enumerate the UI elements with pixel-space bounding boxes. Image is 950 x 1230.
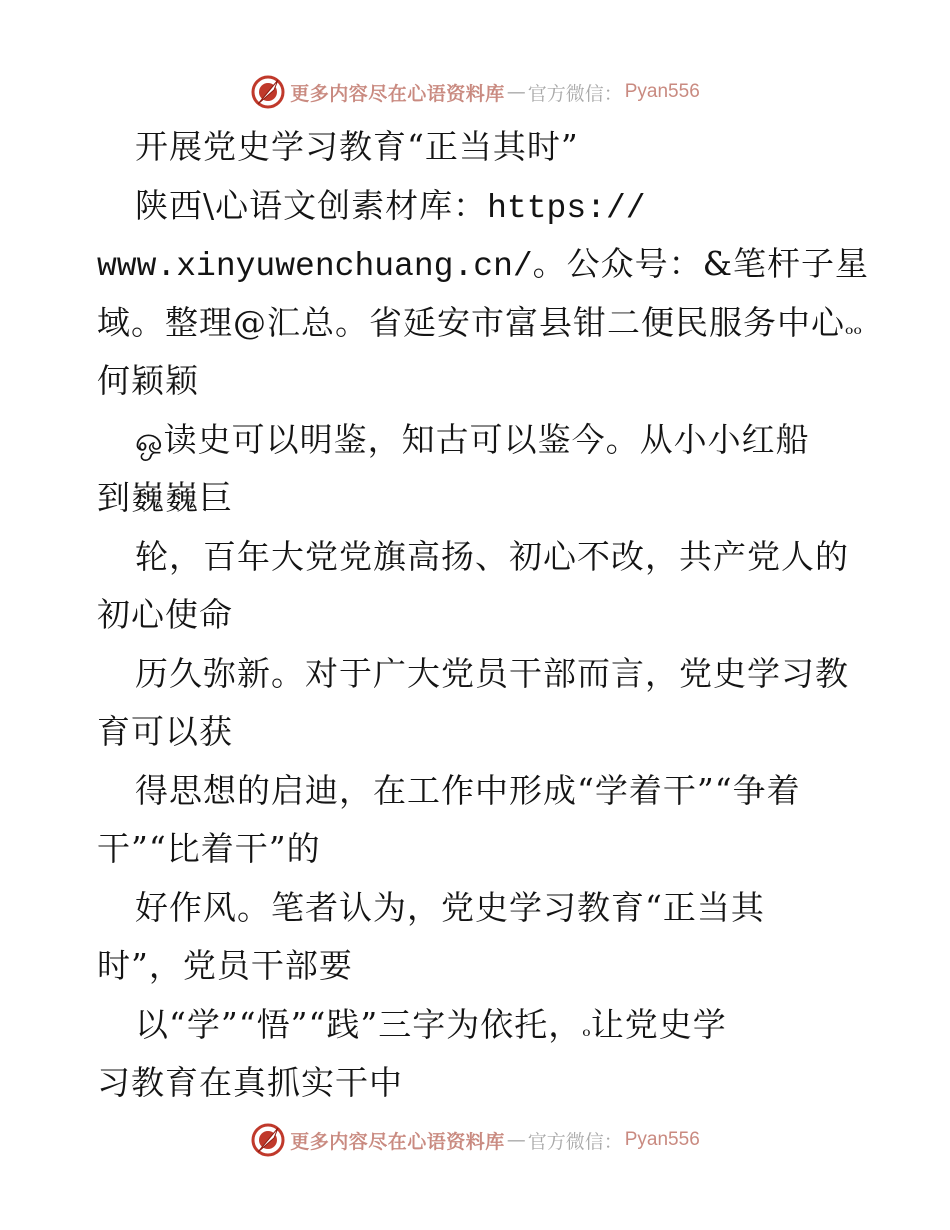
paragraph-6-line-1 — [135, 1005, 727, 1050]
author-name: 何颖颖 — [97, 361, 199, 400]
paragraph-4-line-1: 得思想的启迪，在工作中形成“学着干”“争着 — [135, 771, 801, 810]
banner-wechat-id: Pyan556 — [624, 81, 700, 102]
stray-mark-oo: ₒₒ — [845, 315, 862, 340]
banner-official-label: 官方微信： — [527, 82, 623, 105]
paragraph-4-line-2: 干”“比着干”的 — [97, 829, 321, 868]
document-title: 开展党史学习教育“正当其时” — [135, 127, 579, 166]
source-url-part-2: www.xinyuwenchuang.cn/ — [97, 248, 533, 285]
paragraph-1-text: 读史可以明鉴，知古可以鉴今。从小小红船 — [163, 420, 810, 459]
source-line-2 — [97, 244, 869, 287]
banner-main-text: 更多内容尽在心语资料库 — [290, 1130, 505, 1153]
stray-mark-o: ₒ — [582, 1017, 591, 1042]
banner-official-label: 官方微信： — [527, 1130, 623, 1153]
banner-separator: — — [506, 81, 526, 103]
paragraph-2-line-2: 初心使命 — [97, 595, 233, 634]
paragraph-2-line-1: 轮，百年大党党旗高扬、初心不改，共产党人的 — [135, 537, 849, 576]
source-url-part-1: https:// — [487, 190, 646, 227]
header-watermark-banner — [0, 72, 950, 112]
paragraph-3-line-1: 历久弥新。对于广大党员干部而言，党史学习教 — [135, 654, 849, 693]
paragraph-1-line-1 — [135, 420, 810, 460]
banner-separator: — — [506, 1129, 526, 1151]
source-organization: 域。整理@汇总。省延安市富县钳二便民服务中心 — [97, 303, 845, 342]
banner-main-text: 更多内容尽在心语资料库 — [290, 82, 505, 105]
source-line-1 — [135, 186, 646, 229]
banner-wechat-id: Pyan556 — [624, 1129, 700, 1150]
paragraph-6-line-2: 习教育在真抓实干中 — [97, 1063, 403, 1102]
footer-watermark-banner — [0, 1120, 950, 1160]
quill-logo-icon — [250, 74, 286, 110]
paragraph-6-text-b: 让党史学 — [590, 1005, 727, 1044]
lead-mark-icon: ஒ — [135, 420, 164, 459]
source-wechat-label: 。公众号：&笔杆子星 — [532, 244, 870, 283]
paragraph-5-line-2: 时”，党员干部要 — [97, 946, 353, 985]
paragraph-6-text-a: 以“学”“悟”“践”三字为依托， — [135, 1005, 583, 1044]
source-line-3 — [97, 303, 862, 348]
paragraph-3-line-2: 育可以获 — [97, 712, 233, 751]
quill-logo-icon — [250, 1122, 286, 1158]
source-label: 陕西\心语文创素材库： — [135, 186, 488, 225]
paragraph-1-line-2: 到巍巍巨 — [97, 478, 233, 517]
paragraph-5-line-1: 好作风。笔者认为，党史学习教育“正当其 — [135, 888, 765, 927]
